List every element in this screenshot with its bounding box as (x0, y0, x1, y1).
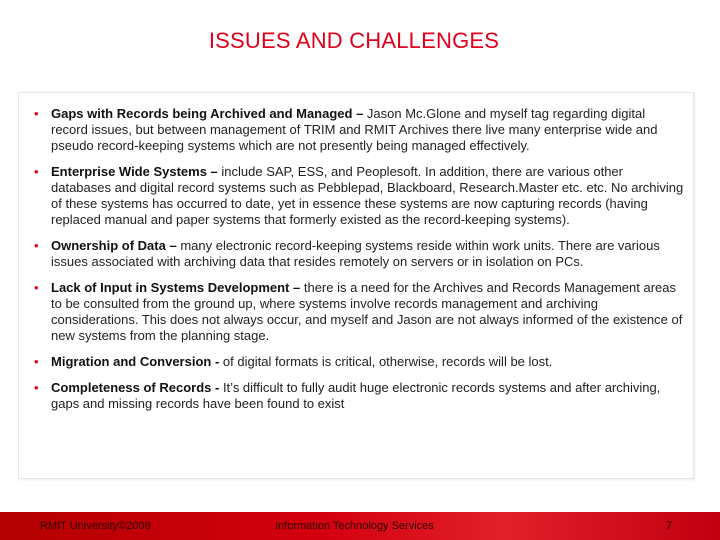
bullet-item (34, 354, 684, 370)
bullet-heading: Completeness of Records - (51, 380, 220, 395)
bullet-text: Jason Mc.Glone and myself tag regarding digital record issues, but between management of TRIM and RMIT Archives there live many enterprise wide and pseudo record-keeping systems which are not presently being managed effectively. (51, 106, 658, 153)
bullet-item (34, 106, 684, 154)
bullet-marker-icon: • (34, 164, 39, 179)
page-number: 7 (666, 520, 673, 532)
slide-title: ISSUES AND CHALLENGES (208, 28, 500, 53)
footer-copyright: RMIT University©2008 (40, 520, 151, 532)
bullet-item (34, 238, 684, 270)
bullet-item (34, 280, 684, 344)
bullet-text: of digital formats is critical, otherwise, records will be lost. (219, 354, 553, 369)
bullet-heading: Migration and Conversion - (51, 354, 220, 369)
bullet-heading: Enterprise Wide Systems – (51, 164, 218, 179)
bullet-heading: Gaps with Records being Archived and Managed – (51, 106, 364, 121)
bullet-heading: Ownership of Data – (51, 238, 177, 253)
bullet-text: many electronic record-keeping systems reside within work units. There are various issues associated with archiving data that resides remotely on servers or in isolation on PCs. (51, 238, 660, 269)
bullet-text: It’s difficult to fully audit huge electronic records systems and after archiving, gaps and missing records have been found to exist (51, 380, 661, 411)
bullet-heading: Lack of Input in Systems Development – (51, 280, 301, 295)
bullet-marker-icon: • (34, 280, 39, 295)
footer-bar (0, 512, 720, 540)
bullet-marker-icon: • (34, 238, 39, 253)
bullet-list (34, 106, 684, 422)
bullet-text: there is a need for the Archives and Records Management areas to be consulted from the ground up, where systems involve records management and archiving considerations. This does not always occur, and myself and Jason are not always informed of the existence of new systems from the planning stage. (51, 280, 683, 343)
bullet-text: include SAP, ESS, and Peoplesoft. In addition, there are various other databases and digital record systems such as Pebblepad, Blackboard, Research.Master etc. etc. No archiving of these systems has occurred to date, yet in essence these systems are now capturing records (having replaced manual and paper systems that formerly existed as the record-keeping systems). (51, 164, 684, 227)
bullet-item (34, 164, 684, 228)
bullet-marker-icon: • (34, 380, 39, 395)
bullet-item (34, 380, 684, 412)
bullet-marker-icon: • (34, 106, 39, 121)
footer-department: Information Technology Services (275, 520, 434, 532)
bullet-marker-icon: • (34, 354, 39, 369)
